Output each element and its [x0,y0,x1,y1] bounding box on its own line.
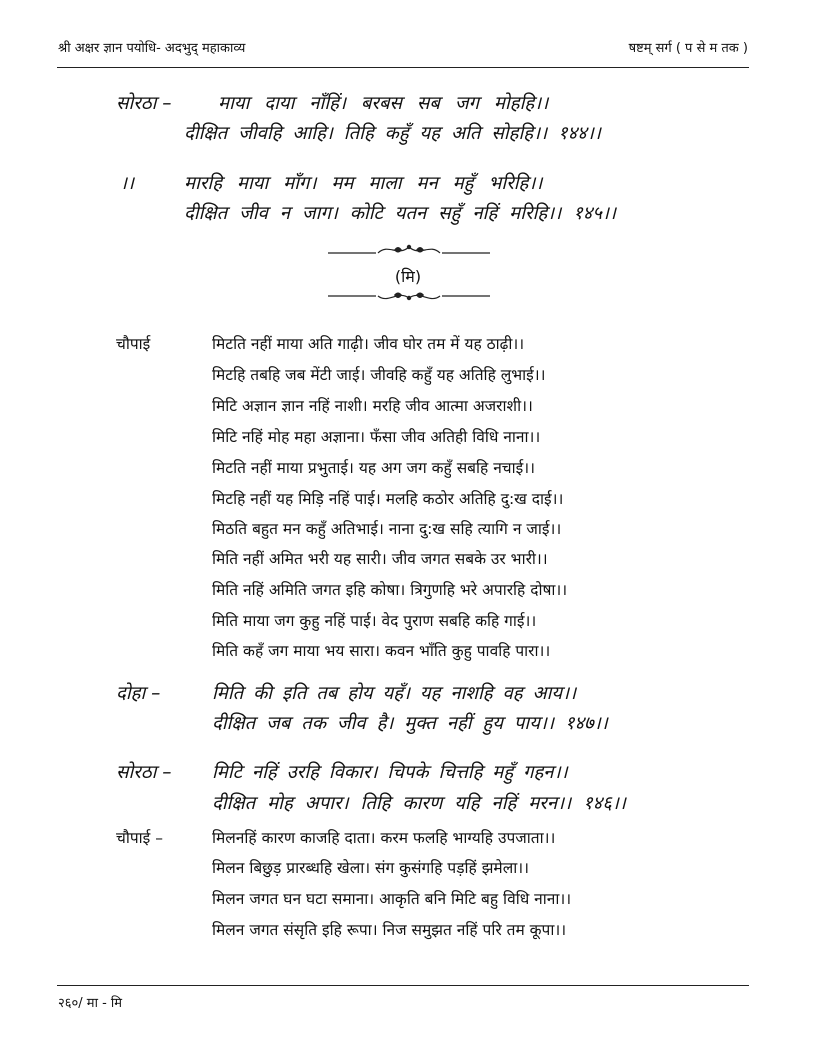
chaupai-line: मिलन जगत संसृति इहि रूपा। निज समुझत नहिं परि तम कूपा।। [212,921,567,939]
verse-line: दीक्षित जब तक जीव है। मुक्त नहीं हुय पाय।। १४७।। [212,713,608,734]
chaupai-line: मिटति नहीं माया अति गाढ़ी। जीव घोर तम में यह ठाढ़ी।। [212,335,525,353]
chaupai-line: मिलनहिं कारण काजहि दाता। करम फलहि भाग्यहि उपजाता।। [212,829,556,847]
running-header-left: श्री अक्षर ज्ञान पयोधि- अदभुद् महाकाव्य [58,41,246,56]
chaupai-line: मिटहि नहीं यह मिड़ि नहिं पाई। मलहि कठोर अतिहि दु:ख दाई।। [212,490,564,508]
header-rule [57,67,749,68]
verse-line: मिटि नहिं उरहि विकार। चिपके चित्तहि महुँ गहन।। [212,762,568,783]
chaupai-line: मिठति बहुत मन कहुँ अतिभाई। नाना दु:ख सहि त्यागि न जाई।। [212,520,562,538]
verse-label-doha: दोहा – [116,683,161,704]
verse-label-chaupai: चौपाई [116,335,151,353]
section-title: (मि) [394,267,422,286]
chaupai-line: मिटहि तबहि जब मेंटी जाई। जीवहि कहुँ यह अतिहि लुभाई।। [212,366,546,384]
verse-label-sortha: सोरठा – [116,762,172,783]
verse-label-chaupai: चौपाई – [116,829,163,847]
chaupai-line: मिलन जगत घन घटा समाना। आकृति बनि मिटि बहु विधि नाना।। [212,890,572,908]
chaupai-line: मिति कहँ जग माया भय सारा। कवन भाँति कुहु पावहि पारा।। [212,642,551,660]
verse-line: दीक्षित जीवहि आहि। तिहि कहुँ यह अति सोहहि।। १४४।। [184,123,601,144]
chaupai-line: मिति नहीं अमित भरी यह सारी। जीव जगत सबके उर भारी।। [212,550,548,568]
verse-label-marker: ।। [120,173,135,194]
running-header-right: षष्टम् सर्ग ( प से म तक ) [628,41,748,56]
verse-line: दीक्षित मोह अपार। तिहि कारण यहि नहिं मरन।। १४६।। [212,793,626,814]
footer-rule [57,985,749,986]
chaupai-line: मिति नहिं अमिति जगत इहि कोषा। त्रिगुणहि भरे अपारहि दोषा।। [212,581,568,599]
ornament-top [328,241,490,257]
chaupai-line: मिटि अज्ञान ज्ञान नहिं नाशी। मरहि जीव आत्मा अजराशी।। [212,397,533,415]
chaupai-line: मिटि नहिं मोह महा अज्ञाना। फँसा जीव अतिही विधि नाना।। [212,428,541,446]
verse-label-sortha: सोरठा – [116,93,172,114]
chaupai-line: मिटति नहीं माया प्रभुताई। यह अग जग कहुँ सबहि नचाई।। [212,459,536,477]
verse-line: मारहि माया माँग। मम माला मन महुँ भरिहि।। [184,173,543,194]
chaupai-line: मिति माया जग कुहु नहिं पाई। वेद पुराण सबहि कहि गाई।। [212,612,537,630]
verse-line: दीक्षित जीव न जाग। कोटि यतन सहुँ नहिं मरिहि।। १४५।। [184,203,616,224]
verse-line: माया दाया नाँहिं। बरबस सब जग मोहहि।। [218,93,549,114]
verse-line: मिति की इति तब होय यहँ। यह नाशहि वह आय।। [212,683,577,704]
chaupai-line: मिलन बिछुड़ प्रारब्धहि खेला। संग कुसंगहि पड़हिं झमेला।। [212,859,529,877]
ornament-bottom [328,288,490,304]
page-number: २६०/ मा - मि [58,996,123,1011]
